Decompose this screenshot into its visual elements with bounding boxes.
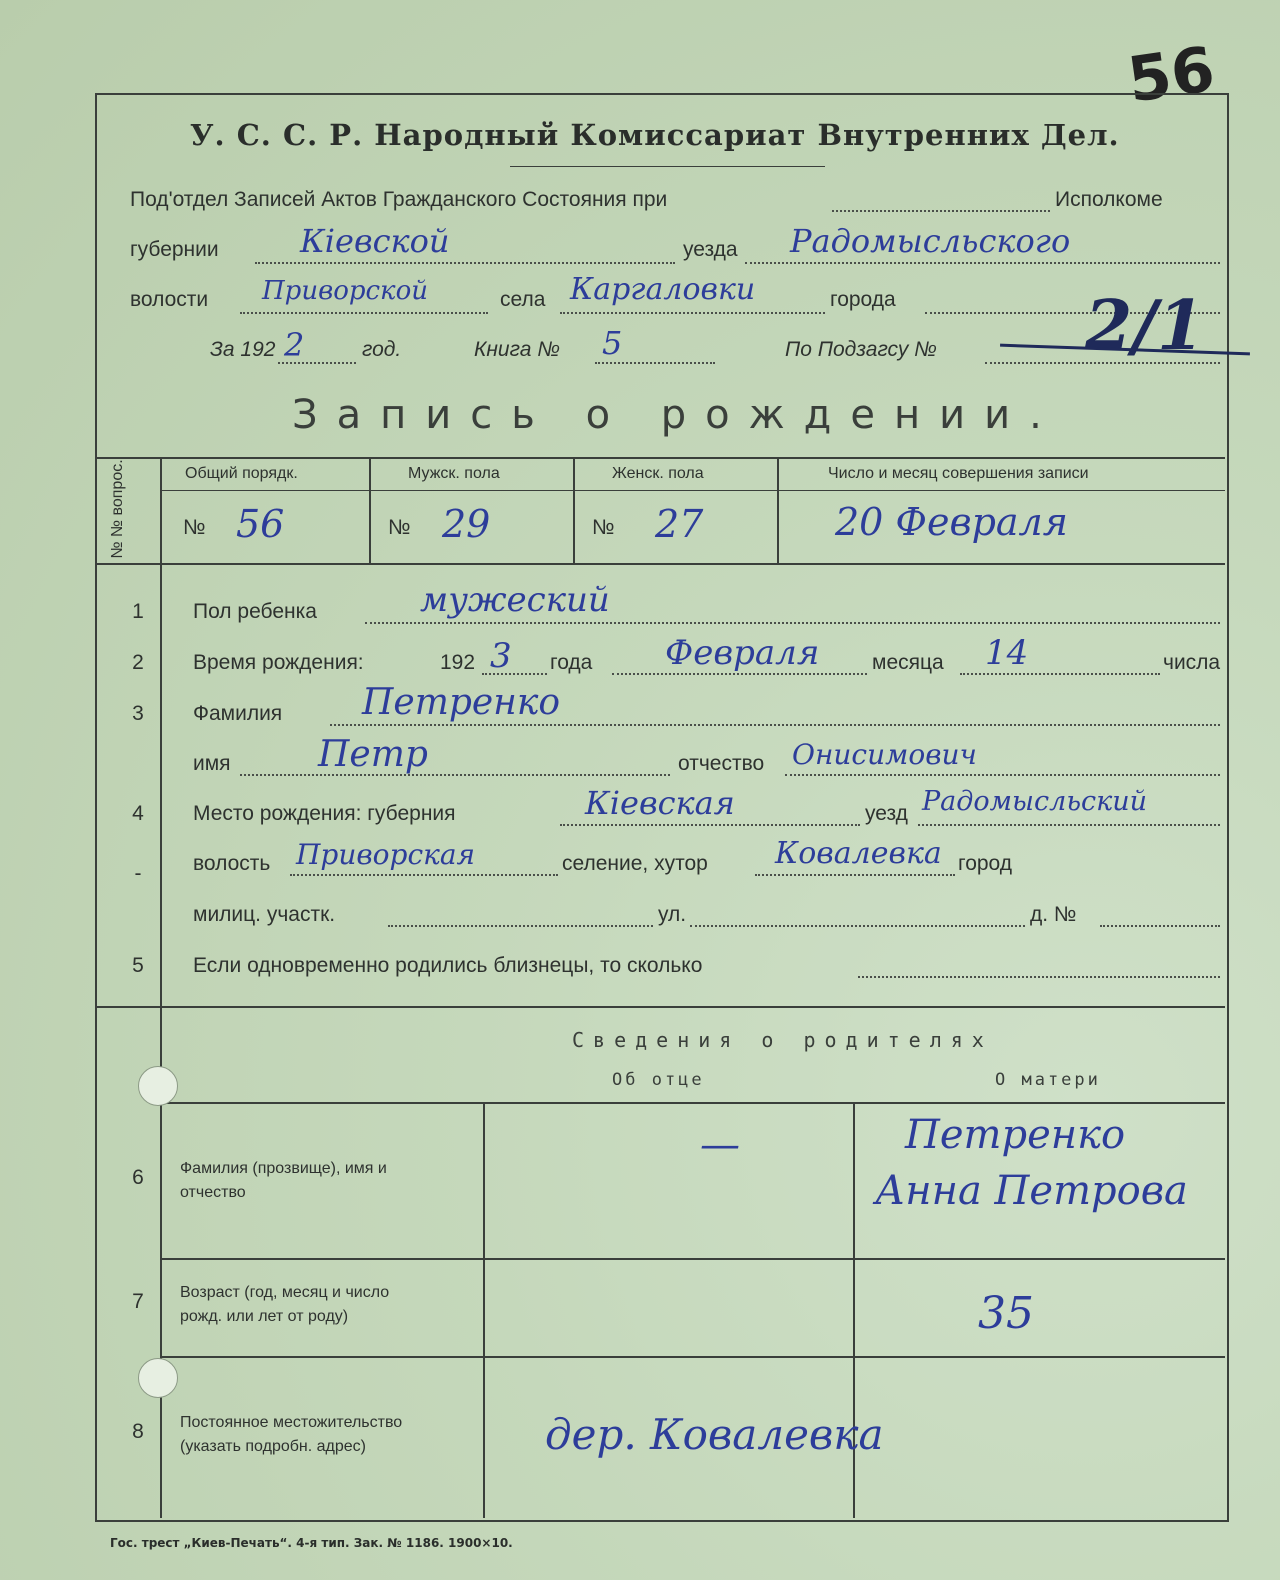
father-header: Об отце — [612, 1070, 705, 1090]
row-number-5: 5 — [132, 954, 144, 977]
row8-label-2: (указать подробн. адрес) — [180, 1438, 366, 1455]
house-dots — [1100, 925, 1220, 927]
subdept-dots — [832, 210, 1050, 212]
child-sex-value: мужеский — [420, 580, 610, 620]
row6-label-1: Фамилия (прозвище), имя и — [180, 1160, 387, 1177]
place-volost-label: волость — [193, 852, 271, 875]
female-no-sign: № — [592, 516, 615, 539]
book-label: Книга № — [474, 338, 560, 361]
place-volost-dots — [290, 874, 558, 876]
child-sex-dots — [365, 622, 1220, 624]
gubernia-label: губернии — [130, 238, 219, 261]
printer-footer: Гос. трест „Киев-Печать“. 4-я тип. Зак. № 1186. 1900×10. — [110, 1536, 513, 1550]
uezd-dots — [745, 262, 1220, 264]
selo-value: Каргаловки — [570, 272, 756, 307]
row-number-6: 6 — [132, 1166, 144, 1189]
subrecord-value: 2/1 — [1085, 286, 1205, 366]
row7-label-2: рожд. или лет от роду) — [180, 1308, 349, 1325]
col-female-label: Женск. пола — [612, 465, 704, 482]
patronymic-label: отчество — [678, 752, 765, 775]
row6-label-2: отчество — [180, 1184, 246, 1201]
street-dots — [690, 925, 1025, 927]
title-divider — [510, 166, 825, 167]
birth-year-dots — [482, 673, 547, 675]
record-title: Запись о рождении. — [292, 392, 1061, 438]
corner-archive-number: 56 — [1123, 32, 1219, 117]
binder-hole-bottom — [138, 1358, 178, 1398]
year-label: За 192 — [210, 338, 276, 361]
birth-month-dots — [612, 673, 867, 675]
place-volost-value: Приворская — [296, 838, 476, 871]
general-no-value: 56 — [236, 502, 285, 546]
twins-dots — [858, 976, 1220, 978]
selo-label: села — [500, 288, 546, 311]
name-dots — [240, 774, 670, 776]
subdept-line: Под'отдел Записей Актов Гражданского Состояния при — [130, 188, 668, 211]
org-title: У. С. С. Р. Народный Комиссариат Внутренних Дел. — [190, 118, 1120, 152]
col-date-label: Число и месяц совершения записи — [828, 465, 1089, 482]
birth-year-prefix: 192 — [440, 651, 476, 674]
place-selo-dots — [755, 874, 955, 876]
year-value: 2 — [284, 326, 305, 364]
parents-row6-bottom — [160, 1258, 1225, 1260]
place-uezd-dots — [918, 824, 1220, 826]
row-number-8: 8 — [132, 1420, 144, 1443]
place-uezd-value: Радомысльский — [922, 786, 1148, 817]
question-label: № № вопрос. — [109, 459, 126, 559]
gubernia-dots — [255, 262, 675, 264]
day-word: числа — [1163, 651, 1221, 674]
col-male-label: Мужск. пола — [408, 465, 500, 482]
place-label: Место рождения: губерния — [193, 802, 456, 825]
year-word: года — [550, 651, 593, 674]
parents-row7-bottom — [160, 1356, 1225, 1358]
militia-dots — [388, 925, 653, 927]
male-no-sign: № — [388, 516, 411, 539]
volost-dots — [240, 312, 488, 314]
row-number-3: 3 — [132, 702, 144, 725]
patronymic-dots — [785, 774, 1220, 776]
place-selo-value: Ковалевка — [775, 836, 942, 871]
uezd-value: Радомысльского — [790, 222, 1071, 260]
year-suffix: год. — [362, 338, 402, 361]
binder-hole-top — [138, 1066, 178, 1106]
selo-dots — [560, 312, 825, 314]
birth-label: Время рождения: — [193, 651, 364, 674]
mother-header: О матери — [995, 1070, 1101, 1090]
volost-label: волости — [130, 288, 209, 311]
surname-value: Петренко — [362, 682, 561, 723]
name-value: Петр — [318, 734, 428, 775]
uezd-label: уезда — [683, 238, 738, 261]
record-date-value: 20 Февраля — [835, 500, 1068, 544]
child-sex-label: Пол ребенка — [193, 600, 317, 623]
birth-month-value: Февраля — [665, 633, 820, 673]
place-selo-label: селение, хутор — [562, 852, 708, 875]
patronymic-value: Онисимович — [792, 738, 977, 771]
row-number-dash: - — [134, 862, 142, 885]
place-gubernia-dots — [560, 824, 860, 826]
parents-label-col — [483, 1102, 485, 1518]
col-general-label: Общий порядк. — [185, 465, 298, 482]
parents-table-top — [160, 1102, 1225, 1104]
place-gubernia-value: Кіевская — [585, 784, 735, 822]
house-label: д. № — [1030, 903, 1077, 926]
general-no-sign: № — [183, 516, 206, 539]
birth-year-value: 3 — [490, 636, 512, 676]
birth-day-dots — [960, 673, 1160, 675]
numbers-v4 — [777, 457, 779, 563]
numbers-top-line — [95, 457, 1225, 459]
month-word: месяца — [872, 651, 944, 674]
father-name-mark: — — [700, 1122, 740, 1168]
gubernia-value: Кіевской — [300, 222, 450, 260]
section-divider — [95, 1006, 1225, 1008]
birth-day-value: 14 — [985, 633, 1029, 673]
numbers-v2 — [369, 457, 371, 563]
row-number-2: 2 — [132, 651, 144, 674]
volost-value: Приворской — [262, 276, 428, 306]
mother-age: 35 — [978, 1288, 1034, 1339]
book-value: 5 — [602, 324, 623, 362]
surname-label: Фамилия — [193, 702, 283, 725]
mother-name: Анна Петрова — [875, 1168, 1188, 1214]
row-number-7: 7 — [132, 1290, 144, 1313]
subrecord-label: По Подзагсу № — [785, 338, 937, 361]
place-uezd-label: уезд — [865, 802, 908, 825]
row-number-1: 1 — [132, 600, 144, 623]
row8-label-1: Постоянное местожительство — [180, 1414, 403, 1431]
street-label: ул. — [658, 903, 687, 926]
surname-dots — [330, 724, 1220, 726]
year-dots — [278, 362, 356, 364]
name-label: имя — [193, 752, 231, 775]
parents-title: Сведения о родителях — [572, 1028, 993, 1052]
numbers-v1 — [160, 457, 162, 563]
numbers-v3 — [573, 457, 575, 563]
female-no-value: 27 — [655, 502, 704, 546]
book-dots — [595, 362, 715, 364]
place-gorod-label: город — [958, 852, 1013, 875]
twins-label: Если одновременно родились близнецы, то сколько — [193, 954, 703, 977]
mother-surname: Петренко — [905, 1112, 1126, 1158]
residence-value: дер. Ковалевка — [545, 1410, 884, 1459]
row7-label-1: Возраст (год, месяц и число — [180, 1284, 390, 1301]
row-number-4: 4 — [132, 802, 144, 825]
gorod-label: города — [830, 288, 896, 311]
male-no-value: 29 — [442, 502, 491, 546]
militia-label: милиц. участк. — [193, 903, 336, 926]
subdept-suffix: Исполкоме — [1055, 188, 1163, 211]
numbers-header-line — [160, 490, 1225, 491]
numbers-bottom-line — [95, 563, 1225, 565]
